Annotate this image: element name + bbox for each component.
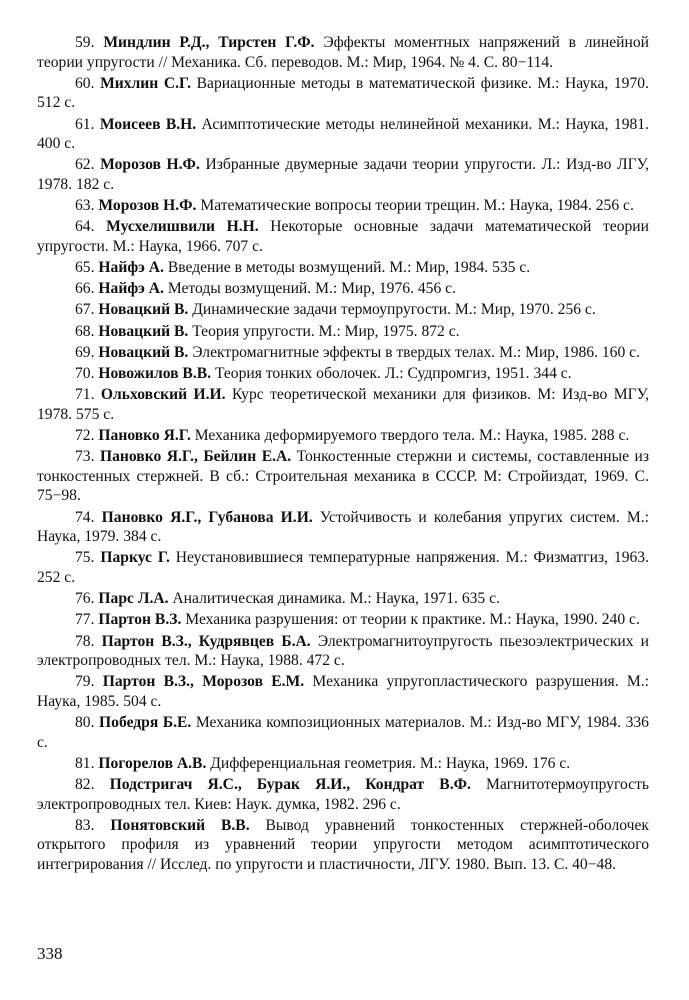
entry-author: Найфэ А. — [98, 280, 164, 298]
bibliography-entry-71 — [37, 385, 649, 424]
entry-text: Механика деформируемого твердого тела. М.: Наука, 1985. 288 с. — [194, 427, 630, 444]
bibliography-entry-76 — [37, 589, 649, 609]
entry-number: 65. — [75, 259, 95, 277]
entry-text: Магнитотермоупругость электропроводных тел. Киев: Наук. думка, 1982. 296 с. — [37, 776, 649, 813]
bibliography-entry-68 — [37, 322, 649, 342]
entry-number: 77. — [75, 611, 95, 629]
entry-number: 73. — [75, 448, 95, 466]
entry-author: Морозов Н.Ф. — [98, 197, 197, 215]
entry-author: Парс Л.А. — [98, 590, 169, 608]
bibliography-entry-66 — [37, 279, 649, 299]
entry-text: Некоторые основные задачи математической теории упругости. М.: Наука, 1966. 707 с. — [37, 218, 649, 255]
entry-number: 81. — [75, 754, 95, 772]
bibliography-entry-65 — [37, 258, 649, 278]
bibliography-entry-81 — [37, 754, 649, 774]
bibliography-entry-72 — [37, 426, 649, 446]
entry-text: Механика композиционных материалов. М.: Изд-во МГУ, 1984. 336 с. — [37, 714, 649, 751]
entry-text: Избранные двумерные задачи теории упругости. Л.: Изд-во ЛГУ, 1978. 182 с. — [37, 156, 649, 193]
entry-author: Ольховский И.И. — [100, 386, 226, 404]
bibliography-entry-64 — [37, 217, 649, 256]
entry-number: 69. — [75, 343, 95, 361]
bibliography-entry-75 — [37, 548, 649, 587]
page-number: 338 — [37, 944, 63, 963]
entry-author: Пановко Я.Г., Бейлин Е.А. — [99, 448, 292, 466]
entry-text: Вывод уравнений тонкостенных стержней-оболочек открытого профиля из уравнений теории упругости методом асимптотического интегрирования // Исслед. по упругости и пластичности, ЛГУ. 1980. Вып. 13. С. 40−48. — [37, 816, 650, 873]
bibliography-entry-70 — [37, 364, 649, 384]
entry-number: 60. — [75, 74, 95, 92]
bibliography-entry-80 — [37, 713, 649, 752]
bibliography-entry-73 — [37, 447, 649, 506]
entry-text: Устойчивость и колебания упругих систем. М.: Наука, 1979. 384 с. — [37, 508, 649, 546]
entry-author: Новожилов В.В. — [98, 365, 212, 383]
bibliography-entry-82 — [37, 775, 649, 814]
entry-text: Асимптотические методы нелинейной механики. М.: Наука, 1981. 400 с. — [37, 115, 649, 153]
bibliography-entry-62 — [37, 155, 649, 194]
entry-text: Теория упругости. М.: Мир, 1975. 872 с. — [192, 322, 460, 340]
entry-number: 82. — [75, 776, 95, 794]
entry-number: 75. — [75, 549, 95, 567]
bibliography-entry-60 — [37, 74, 649, 113]
entry-author: Партон В.З., Кудрявцев Б.А. — [101, 632, 311, 650]
entry-number: 63. — [75, 197, 95, 215]
entry-text: Электромагнитоупругость пьезоэлектрических и электропроводных тел. М.: Наука, 1988. 472 с. — [37, 632, 650, 670]
entry-author: Партон В.З. — [98, 611, 182, 629]
entry-number: 66. — [75, 280, 95, 298]
entry-author: Мусхелишвили Н.Н. — [106, 218, 259, 236]
entry-author: Партон В.З., Морозов Е.М. — [102, 673, 305, 691]
entry-author: Пановко Я.Г., Губанова И.И. — [101, 508, 313, 526]
entry-text: Аналитическая динамика. М.: Наука, 1971. 635 с. — [172, 590, 500, 608]
entry-number: 72. — [75, 427, 95, 444]
entry-number: 83. — [75, 816, 95, 834]
bibliography-entry-78 — [37, 632, 649, 671]
entry-author: Найфэ А. — [98, 259, 164, 277]
entry-author: Моисеев В.Н. — [99, 115, 197, 133]
entry-author: Новацкий В. — [98, 322, 189, 340]
entry-author: Погорелов А.В. — [98, 754, 207, 772]
entry-text: Математические вопросы теории трещин. М.: Наука, 1984. 256 с. — [200, 197, 634, 215]
bibliography-list — [37, 33, 649, 876]
entry-text: Механика разрушения: от теории к практике. М.: Наука, 1990. 240 с. — [185, 611, 640, 629]
entry-number: 70. — [75, 365, 95, 383]
entry-author: Победря Б.Е. — [99, 714, 192, 732]
bibliography-entry-69 — [37, 343, 649, 363]
entry-author: Морозов Н.Ф. — [100, 156, 200, 174]
entry-number: 68. — [75, 322, 95, 340]
bibliography-entry-79 — [37, 672, 649, 711]
entry-number: 62. — [75, 156, 95, 174]
entry-text: Динамические задачи термоупругости. М.: Мир, 1970. 256 с. — [192, 301, 596, 319]
bibliography-entry-59 — [37, 33, 649, 72]
entry-author: Новацкий В. — [98, 301, 189, 319]
entry-author: Миндлин Р.Д., Тирстен Г.Ф. — [103, 34, 315, 51]
entry-text: Вариационные методы в математической физике. М.: Наука, 1970. 512 с. — [37, 74, 649, 112]
entry-number: 67. — [75, 301, 95, 319]
entry-number: 74. — [75, 508, 95, 526]
entry-author: Подстригач Я.С., Бурак Я.И., Кондрат В.Ф. — [109, 776, 471, 794]
entry-text: Механика упругопластического разрушения. М.: Наука, 1985. 504 с. — [37, 673, 649, 710]
entry-text: Эффекты моментных напряжений в линейной теории упругости // Механика. Сб. переводов. М.: Мир, 1964. № 4. С. 80−114. — [37, 34, 650, 71]
bibliography-entry-77 — [37, 610, 649, 630]
entry-text: Неустановившиеся температурные напряжения. М.: Физматгиз, 1963. 252 с. — [37, 549, 649, 586]
entry-number: 61. — [75, 115, 95, 133]
entry-text: Введение в методы возмущений. М.: Мир, 1984. 535 с. — [167, 259, 531, 277]
entry-text: Методы возмущений. М.: Мир, 1976. 456 с. — [167, 280, 456, 298]
entry-text: Дифференциальная геометрия. М.: Наука, 1969. 176 с. — [210, 754, 571, 772]
entry-number: 59. — [75, 34, 95, 51]
entry-number: 79. — [75, 673, 95, 691]
entry-number: 76. — [75, 590, 95, 608]
entry-text: Тонкостенные стержни и системы, составленные из тонкостенных стержней. В сб.: Строительная механика в СССР. М: Стройиздат, 1969. С. 75−98. — [37, 448, 650, 505]
bibliography-entry-61 — [37, 115, 649, 154]
bibliography-entry-83 — [37, 816, 649, 875]
entry-author: Новацкий В. — [98, 343, 189, 361]
entry-author: Понятовский В.В. — [110, 816, 250, 834]
entry-text: Теория тонких оболочек. Л.: Судпромгиз, 1951. 344 с. — [214, 365, 572, 383]
bibliography-entry-63 — [37, 196, 649, 216]
entry-number: 71. — [75, 386, 95, 404]
entry-number: 64. — [75, 218, 95, 236]
bibliography-entry-67 — [37, 300, 649, 320]
entry-text: Курс теоретической механики для физиков. М: Изд-во МГУ, 1978. 575 с. — [37, 386, 649, 423]
entry-author: Пановко Я.Г. — [98, 427, 191, 444]
bibliography-entry-74 — [37, 508, 649, 547]
entry-author: Михлин С.Г. — [100, 74, 192, 92]
entry-text: Электромагнитные эффекты в твердых телах. М.: Мир, 1986. 160 с. — [192, 343, 640, 361]
entry-number: 78. — [75, 632, 95, 650]
entry-author: Паркус Г. — [100, 549, 170, 567]
entry-number: 80. — [75, 714, 95, 732]
